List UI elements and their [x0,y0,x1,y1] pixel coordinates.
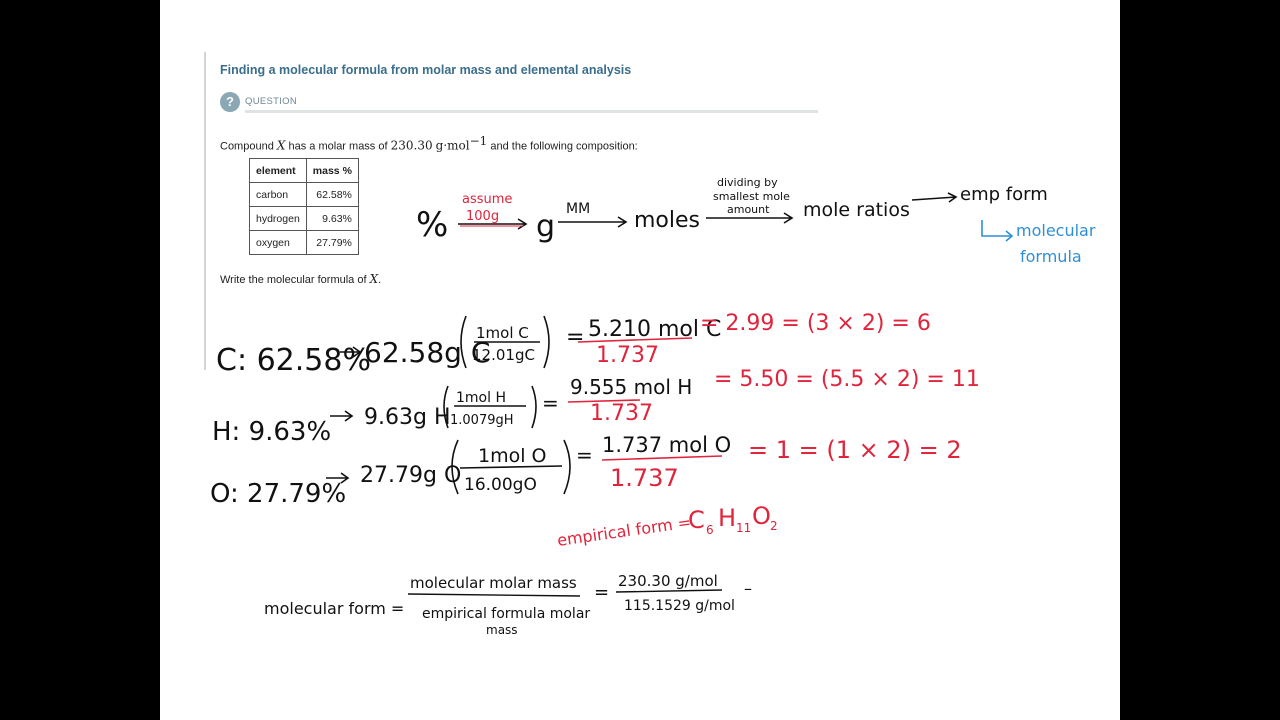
flow-mole-ratios: mole ratios [803,199,910,221]
oxygen-conv-bar [460,466,562,468]
flow-molecular: molecular [1016,221,1096,240]
flow-mm: MM [566,201,591,217]
hydrogen-label: H: 9.63% [212,417,332,447]
flow-grams: g [536,209,556,244]
carbon-label: C: 62.58% [216,343,371,378]
flow-divide-2: smallest mole [713,190,790,203]
unit-exponent: −1 [469,134,488,148]
hydrogen-paren-right [532,386,536,428]
molecular-equals: = [594,582,610,603]
question-title: Finding a molecular formula from molar mass and elemental analysis [220,63,632,77]
molecular-label: molecular form = [264,599,405,618]
carbon-conv-num: 1mol C [476,324,529,342]
handwritten-notes [160,0,1120,720]
oxygen-ratio: = 1 = (1 × 2) = 2 [748,436,962,464]
carbon-paren-right [544,316,549,368]
arrow-to-emp [912,193,956,202]
hydrogen-equals: = [542,391,559,415]
molecular-num: molecular molar mass [410,574,577,592]
flow-divide-3: amount [727,203,770,216]
prompt-end: and the following composition: [490,140,638,153]
column-header-element: element [250,159,307,183]
oxygen-label: O: 27.79% [210,479,347,509]
hydrogen-ratio: = 5.50 = (5.5 × 2) = 11 [714,367,980,392]
element-cell: hydrogen [250,207,307,231]
molecular-value-num: 230.30 g/mol [618,572,718,590]
whiteboard-canvas [160,0,1120,720]
oxygen-paren-right [564,440,570,494]
empirical-c: C [688,506,705,534]
hydrogen-row [212,367,980,447]
oxygen-conv-den: 16.00gO [464,475,537,495]
column-header-mass: mass % [306,159,358,183]
molecular-formula-calc [264,572,752,637]
molecular-den-1: empirical formula molar [422,606,591,622]
empirical-h: H [718,504,737,532]
molecular-den-2: mass [486,623,518,637]
carbon-ratio: = 2.99 = (3 × 2) = 6 [700,311,931,336]
carbon-equals: = [566,325,585,350]
instruction-start: Write the molecular formula of [220,274,367,286]
hydrogen-moles: 9.555 mol H [570,375,693,399]
empirical-c-sub: 6 [706,523,714,537]
hydrogen-conv-num: 1mol H [456,390,506,406]
oxygen-conv-num: 1mol O [478,445,547,467]
instruction-end: . [378,274,382,286]
carbon-divisor: 1.737 [596,343,659,368]
prompt-mid: has a molar mass of [288,140,388,153]
compound-variable: X [276,138,286,153]
oxygen-equals: = [576,443,593,467]
flow-moles: moles [634,208,700,233]
empirical-o: O [752,502,771,530]
element-cell: carbon [250,183,307,207]
molar-mass-value: 230.30 [390,138,433,153]
element-cell: oxygen [250,231,307,255]
prompt-start: Compound [220,140,274,153]
carbon-grams: 62.58g C [364,336,491,369]
mass-cell: 27.79% [306,231,358,255]
mass-cell: 62.58% [306,183,358,207]
question-label: QUESTION [245,96,298,107]
carbon-conv-den: 12.01gC [472,346,535,364]
flow-formula: formula [1020,247,1082,266]
empirical-formula [556,502,778,550]
molecular-value-bar [616,590,722,592]
instruction-variable: X [369,272,379,286]
oxygen-moles: 1.737 mol O [602,433,732,457]
hydrogen-arrow [330,411,352,421]
molecular-trailing: – [744,579,752,598]
flow-assume: assume [462,192,513,207]
molecular-value-den: 115.1529 g/mol [624,598,735,614]
flow-diagram [416,176,1096,266]
flow-percent: % [416,205,449,245]
flow-assume-amount: 100g [466,209,500,224]
empirical-o-sub: 2 [770,519,778,533]
hydrogen-divisor: 1.737 [590,401,653,426]
mass-cell: 9.63% [306,207,358,231]
flow-divide-1: dividing by [717,176,778,189]
hydrogen-grams: 9.63g H [364,405,451,430]
empirical-label: empirical form = [555,512,693,550]
molecular-fraction-bar [408,594,580,596]
flow-emp-form: emp form [960,184,1048,205]
empirical-h-sub: 11 [736,521,752,535]
oxygen-divisor: 1.737 [610,464,679,492]
oxygen-grams: 27.79g O [360,463,462,488]
question-icon[interactable]: ? [220,92,240,112]
arrow-to-moles [558,217,626,227]
arrow-to-molecular [982,220,1012,241]
hydrogen-conv-den: 1.0079gH [450,413,514,428]
carbon-moles: 5.210 mol C [588,317,722,342]
molar-mass-unit: g·mol [435,138,470,153]
